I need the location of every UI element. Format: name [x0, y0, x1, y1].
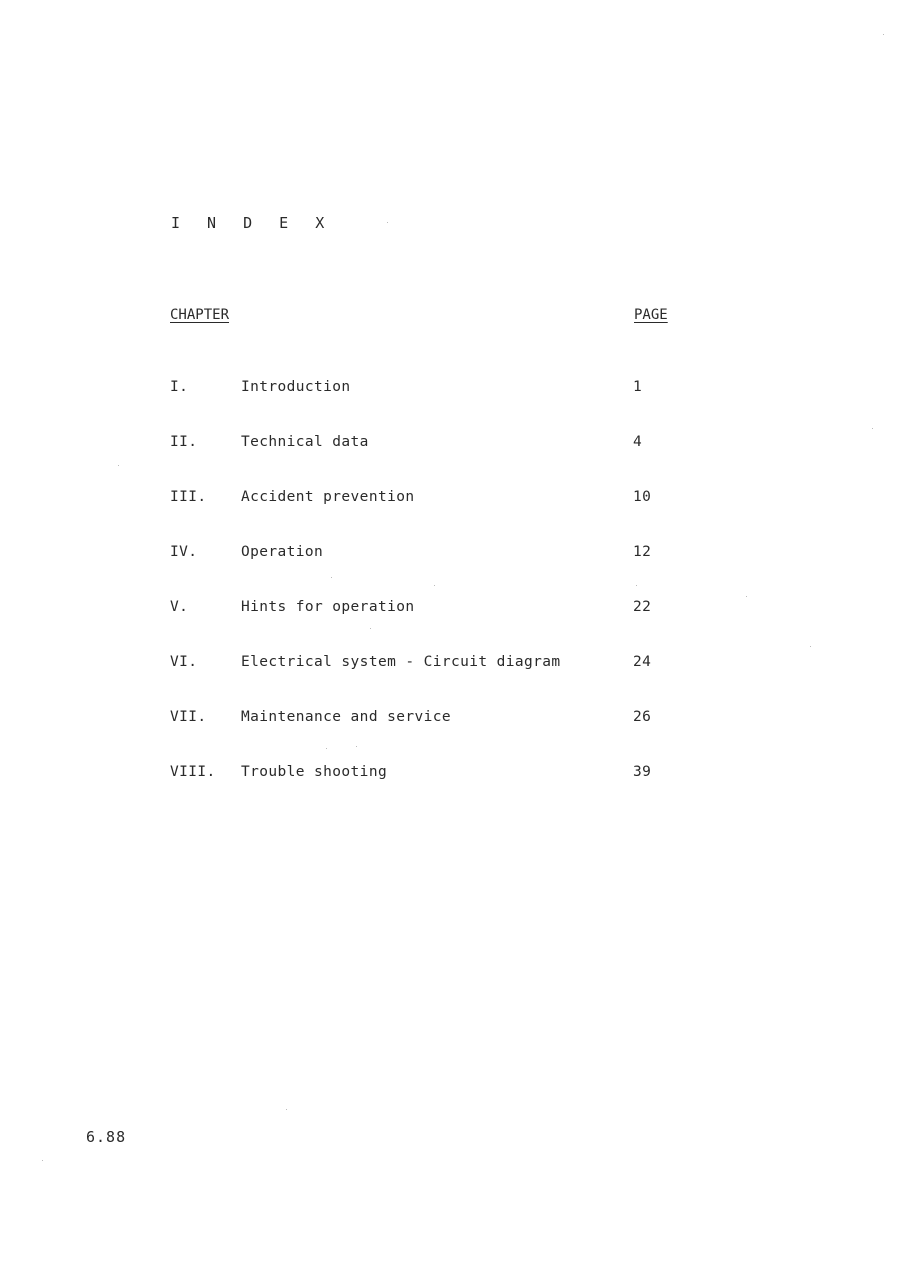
chapter-title: Hints for operation: [241, 599, 415, 615]
scan-speck: [331, 577, 332, 578]
page-column-header: PAGE: [634, 307, 668, 323]
index-row: [0, 379, 909, 434]
scan-speck: [118, 465, 119, 466]
chapter-title: Accident prevention: [241, 489, 415, 505]
scan-speck: [42, 1160, 43, 1161]
chapter-numeral: I.: [170, 379, 189, 395]
index-table: [0, 379, 909, 819]
scan-speck: [356, 746, 357, 747]
chapter-page: 39: [633, 764, 652, 780]
chapter-title: Technical data: [241, 434, 369, 450]
chapter-title: Maintenance and service: [241, 709, 451, 725]
chapter-title: Operation: [241, 544, 324, 560]
chapter-page: 1: [633, 379, 643, 395]
index-row: [0, 709, 909, 764]
chapter-numeral: VII.: [170, 709, 207, 725]
scan-speck: [872, 428, 873, 429]
chapter-numeral: III.: [170, 489, 207, 505]
chapter-numeral: II.: [170, 434, 198, 450]
revision-date: 6.88: [86, 1128, 127, 1146]
chapter-page: 4: [633, 434, 643, 450]
index-heading: I N D E X: [171, 214, 334, 232]
chapter-page: 10: [633, 489, 652, 505]
scan-speck: [810, 646, 811, 647]
scan-speck: [370, 628, 371, 629]
index-row: [0, 544, 909, 599]
chapter-title: Introduction: [241, 379, 351, 395]
index-row: [0, 764, 909, 819]
chapter-title: Electrical system - Circuit diagram: [241, 654, 561, 670]
chapter-numeral: VI.: [170, 654, 198, 670]
scan-speck: [746, 596, 747, 597]
scan-speck: [636, 585, 637, 586]
chapter-title: Trouble shooting: [241, 764, 388, 780]
chapter-column-header: CHAPTER: [170, 307, 230, 323]
scan-speck: [387, 222, 388, 223]
chapter-page: 26: [633, 709, 652, 725]
scan-speck: [883, 34, 884, 35]
index-row: [0, 434, 909, 489]
chapter-numeral: V.: [170, 599, 189, 615]
scan-speck: [326, 748, 327, 749]
scan-speck: [286, 1109, 287, 1110]
chapter-page: 24: [633, 654, 652, 670]
chapter-page: 12: [633, 544, 652, 560]
index-row: [0, 489, 909, 544]
index-row: [0, 654, 909, 709]
chapter-numeral: IV.: [170, 544, 198, 560]
scan-speck: [434, 585, 435, 586]
chapter-numeral: VIII.: [170, 764, 216, 780]
chapter-page: 22: [633, 599, 652, 615]
index-row: [0, 599, 909, 654]
